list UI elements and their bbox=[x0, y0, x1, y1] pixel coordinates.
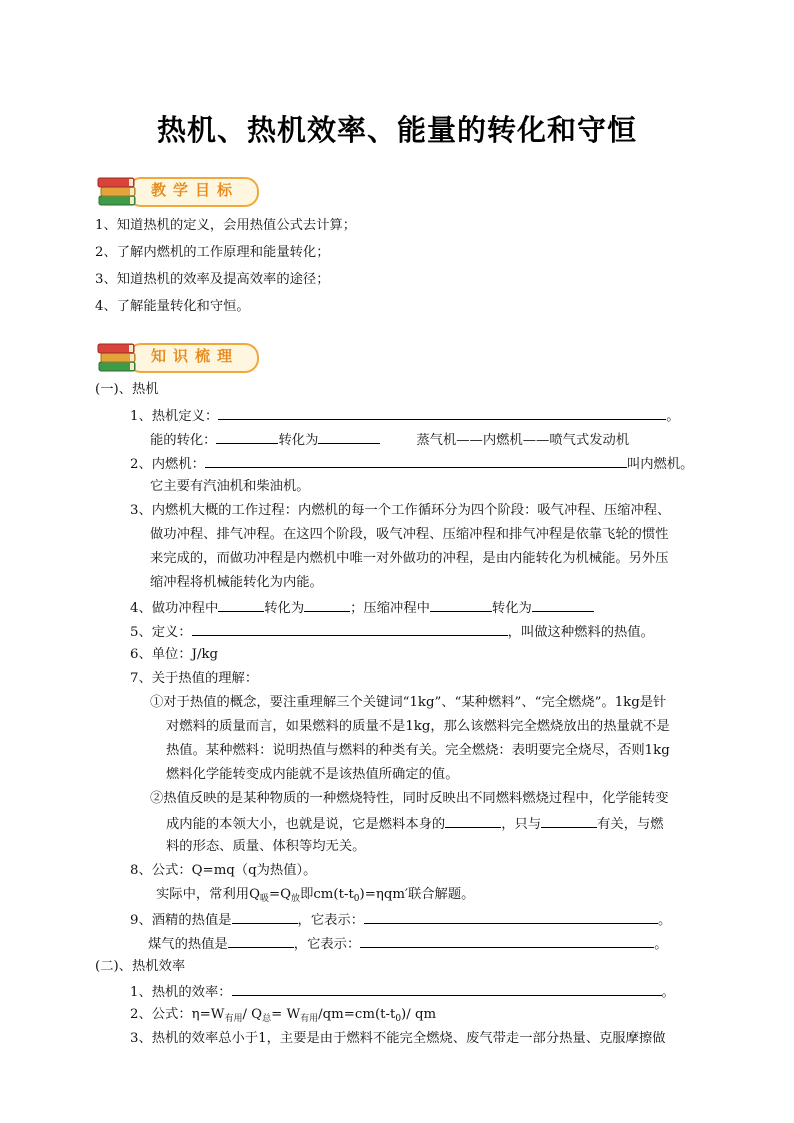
answer-blank bbox=[318, 429, 380, 444]
subscript: 总 bbox=[262, 1014, 272, 1024]
answer-blank bbox=[360, 933, 654, 948]
text-fragment: 9、酒精的热值是 bbox=[130, 913, 232, 928]
understanding-paragraph-line: 热值。某种燃料：说明热值与燃料的种类有关。完全燃烧：表明要完全烧尽，否则1kg bbox=[166, 743, 670, 758]
process-paragraph-line: 做功冲程、排气冲程。在这四个阶段，吸气冲程、压缩冲程和排气冲程是依靠飞轮的惯性 bbox=[150, 527, 669, 542]
efficiency-definition-line bbox=[130, 981, 675, 1003]
text-fragment: 成内能的本领大小，也就是说，它是燃料本身的 bbox=[166, 817, 446, 832]
subscript: 0 bbox=[395, 1014, 402, 1024]
objectives-banner bbox=[95, 174, 260, 210]
calorific-definition-line bbox=[130, 621, 654, 643]
text-fragment: 即cm(t-t bbox=[300, 887, 354, 902]
text-fragment: ，它表示： bbox=[297, 913, 365, 928]
objective-item: 1、知道热机的定义，会用热值公式去计算； bbox=[95, 218, 357, 233]
ic-note: 它主要有汽油机和柴油机。 bbox=[150, 479, 310, 494]
text-fragment: ，它表示： bbox=[293, 937, 361, 952]
part2-heading: (二)、热机效率 bbox=[95, 959, 186, 974]
heat-engine-definition bbox=[130, 405, 680, 427]
answer-blank bbox=[445, 813, 501, 828]
stroke-conversion-line bbox=[130, 597, 594, 619]
formula-note-line bbox=[156, 885, 474, 909]
knowledge-banner bbox=[95, 340, 260, 376]
definition-label: 1、热机定义： bbox=[130, 409, 219, 424]
answer-blank bbox=[232, 981, 662, 996]
understanding-paragraph-line: 料的形态、质量、体积等均无关。 bbox=[166, 839, 366, 854]
text-fragment: ，叫做这种燃料的热值。 bbox=[507, 625, 654, 640]
answer-blank bbox=[304, 597, 350, 612]
objective-item: 3、知道热机的效率及提高效率的途径； bbox=[95, 272, 330, 287]
unit-line: 6、单位：J/kg bbox=[130, 647, 219, 662]
text-fragment: 煤气的热值是 bbox=[148, 937, 228, 952]
text-fragment: 4、做功冲程中 bbox=[130, 601, 219, 616]
understanding-paragraph-line: 燃料化学能转变成内能就不是该热值所确定的值。 bbox=[166, 767, 459, 782]
formula-line: 8、公式：Q=mq（q为热值）。 bbox=[130, 863, 317, 878]
understanding-paragraph-line: ①对于热值的概念，要注重理解三个关键词“1kg”、“某种燃料”、“完全燃烧”。1kg是针 bbox=[150, 695, 667, 710]
objective-item: 2、了解内燃机的工作原理和能量转化； bbox=[95, 245, 330, 260]
page-title: 热机、热机效率、能量的转化和守恒 bbox=[156, 113, 637, 147]
process-paragraph-line: 缩冲程将机械能转化为内能。 bbox=[150, 575, 323, 590]
part1-heading: (一)、热机 bbox=[95, 382, 159, 397]
answer-blank bbox=[216, 429, 278, 444]
answer-blank bbox=[218, 405, 666, 420]
subscript: 放 bbox=[291, 894, 301, 904]
process-paragraph-line: 3、内燃机大概的工作过程：内燃机的每一个工作循环分为四个阶段：吸气冲程、压缩冲程、 bbox=[130, 503, 671, 518]
books-icon bbox=[95, 174, 143, 210]
period: 。 bbox=[654, 937, 668, 952]
answer-blank bbox=[205, 453, 627, 468]
ic-label: 2、内燃机： bbox=[130, 457, 205, 472]
answer-blank bbox=[532, 597, 594, 612]
internal-combustion-line bbox=[130, 453, 693, 475]
gas-calorific-line bbox=[148, 933, 668, 955]
books-icon bbox=[95, 340, 143, 376]
text-fragment: )=ηqm′联合解题。 bbox=[359, 887, 475, 902]
subscript: 有用 bbox=[300, 1014, 319, 1024]
energy-conversion-line bbox=[150, 429, 629, 451]
text-fragment: 1、热机的效率： bbox=[130, 985, 232, 1000]
process-paragraph-line: 来完成的，而做功冲程是内燃机中唯一对外做功的冲程，是由内能转化为机械能。另外压 bbox=[150, 551, 669, 566]
answer-blank bbox=[430, 597, 492, 612]
text-fragment: = W bbox=[271, 1007, 301, 1022]
text-fragment: /qm=cm(t-t bbox=[318, 1007, 396, 1022]
alcohol-calorific-line bbox=[130, 909, 671, 931]
subscript: 0 bbox=[353, 894, 360, 904]
text-fragment: 实际中，常利用Q bbox=[156, 887, 260, 902]
text-fragment: / Q bbox=[242, 1007, 263, 1022]
objectives-banner-label: 教学目标 bbox=[151, 181, 240, 199]
energy-mid: 转化为 bbox=[278, 433, 319, 448]
period: 。 bbox=[658, 913, 672, 928]
period: 。 bbox=[661, 985, 675, 1000]
ic-suffix: 叫内燃机。 bbox=[626, 457, 694, 472]
understanding-paragraph-line: 对燃料的质量而言，如果燃料的质量不是1kg，那么该燃料完全燃烧放出的热量就不是 bbox=[166, 719, 670, 734]
text-fragment: ，只与 bbox=[501, 817, 542, 832]
understanding-paragraph-line: ②热值反映的是某种物质的一种燃烧特性，同时反映出不同燃料燃烧过程中，化学能转变 bbox=[150, 791, 669, 806]
efficiency-formula-line bbox=[130, 1005, 436, 1029]
text-fragment: =Q bbox=[269, 887, 292, 902]
text-fragment: 转化为 bbox=[491, 601, 532, 616]
objective-item: 4、了解能量转化和守恒。 bbox=[95, 299, 250, 314]
subscript: 吸 bbox=[259, 894, 269, 904]
text-fragment: )/ qm bbox=[401, 1007, 437, 1022]
text-fragment: 2、公式：η=W bbox=[130, 1007, 225, 1022]
text-fragment: 5、定义： bbox=[130, 625, 192, 640]
understanding-paragraph-line bbox=[166, 813, 664, 835]
text-fragment: 有关，与燃 bbox=[597, 817, 664, 832]
engine-chain: 蒸气机——内燃机——喷气式发动机 bbox=[416, 433, 630, 448]
understanding-heading: 7、关于热值的理解： bbox=[130, 671, 259, 686]
answer-blank bbox=[541, 813, 597, 828]
text-fragment: 转化为 bbox=[264, 601, 305, 616]
subscript: 有用 bbox=[224, 1014, 243, 1024]
answer-blank bbox=[228, 933, 294, 948]
answer-blank bbox=[232, 909, 298, 924]
period: 。 bbox=[666, 409, 680, 424]
efficiency-note-line: 3、热机的效率总小于1，主要是由于燃料不能完全燃烧、废气带走一部分热量、克服摩擦做 bbox=[130, 1031, 666, 1046]
text-fragment: ；压缩冲程中 bbox=[350, 601, 430, 616]
answer-blank bbox=[218, 597, 264, 612]
energy-prefix: 能的转化： bbox=[150, 433, 217, 448]
answer-blank bbox=[192, 621, 508, 636]
knowledge-banner-label: 知识梳理 bbox=[151, 347, 240, 365]
answer-blank bbox=[364, 909, 658, 924]
